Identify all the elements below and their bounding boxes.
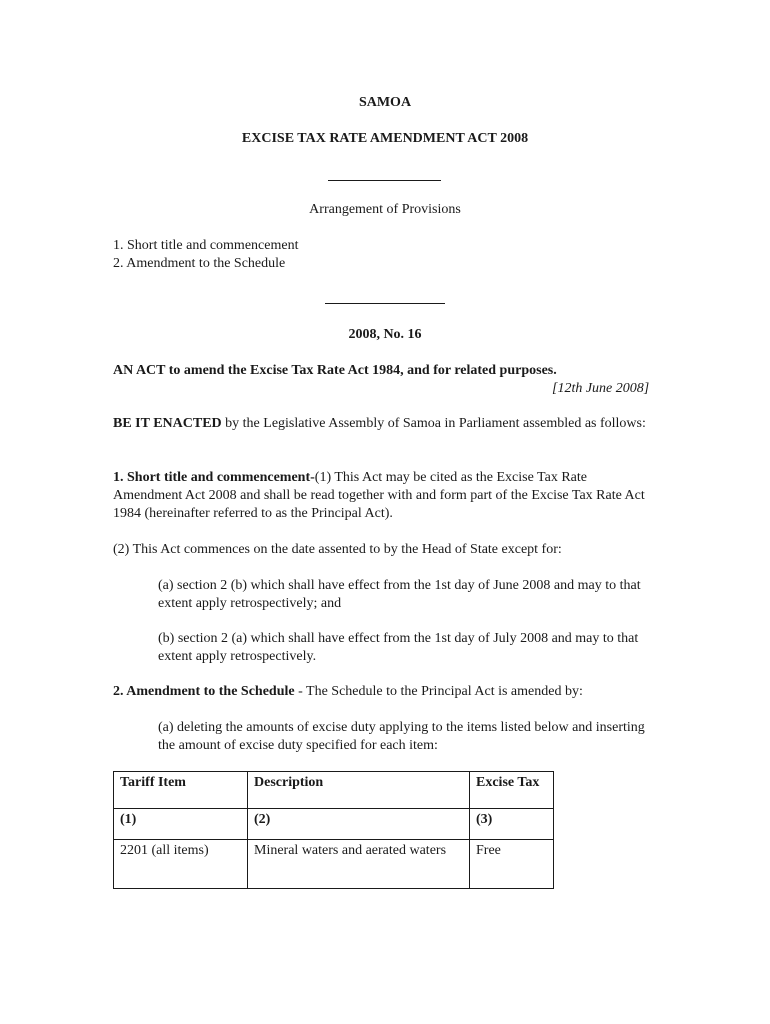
header-tariff-item: Tariff Item: [114, 772, 248, 809]
column-number: (2): [248, 809, 470, 840]
arrangement-heading: Arrangement of Provisions: [309, 202, 461, 217]
divider-top: [328, 180, 441, 181]
tariff-table: [113, 771, 554, 889]
arrangement-item: 2. Amendment to the Schedule: [113, 256, 286, 271]
table-number-row: [114, 809, 554, 840]
section-2: [113, 683, 658, 701]
header-excise-tax: Excise Tax: [470, 772, 554, 809]
section-1-para-b: (b) section 2 (a) which shall have effect from the 1st day of July 2008 and may to that extent apply retrospectively.: [158, 631, 639, 664]
cell-excise-tax: Free: [470, 840, 554, 889]
country-heading: SAMOA: [358, 95, 412, 110]
divider-bottom: [325, 303, 445, 304]
act-title: EXCISE TAX RATE AMENDMENT ACT 2008: [241, 131, 529, 146]
section-1-heading: 1. Short title and commencement-: [113, 470, 315, 485]
assent-date: [12th June 2008]: [552, 381, 650, 396]
section-1: [113, 469, 658, 523]
table-row: [114, 840, 554, 889]
section-2-text: - The Schedule to the Principal Act is amended by:: [294, 684, 583, 699]
section-1-text: (1) This Act may be cited as the Excise Tax Rate Amendment Act 2008 and shall be read together with and form part of the Excise Tax Rate Act 1984 (hereinafter referred to as the Principal Act).: [113, 470, 645, 521]
section-2-para-a: (a) deleting the amounts of excise duty applying to the items listed below and inserting the amount of excise duty specified for each item:: [158, 720, 645, 753]
table-header-row: [114, 772, 554, 809]
header-description: Description: [248, 772, 470, 809]
cell-description: Mineral waters and aerated waters: [248, 840, 470, 889]
cell-tariff-item: 2201 (all items): [114, 840, 248, 889]
long-title: AN ACT to amend the Excise Tax Rate Act 1984, and for related purposes.: [113, 363, 557, 378]
section-1-para-a: (a) section 2 (b) which shall have effect from the 1st day of June 2008 and may to that extent apply retrospectively; and: [158, 578, 641, 611]
act-number: 2008, No. 16: [348, 327, 422, 342]
enacting-clause: [113, 415, 658, 433]
enacting-words: BE IT ENACTED: [113, 416, 222, 431]
arrangement-item: 1. Short title and commencement: [113, 238, 299, 253]
column-number: (3): [470, 809, 554, 840]
section-2-heading: 2. Amendment to the Schedule: [113, 684, 295, 699]
column-number: (1): [114, 809, 248, 840]
enacting-rest: by the Legislative Assembly of Samoa in Parliament assembled as follows:: [221, 416, 646, 431]
section-1-subsection-2: (2) This Act commences on the date assented to by the Head of State except for:: [113, 542, 562, 557]
